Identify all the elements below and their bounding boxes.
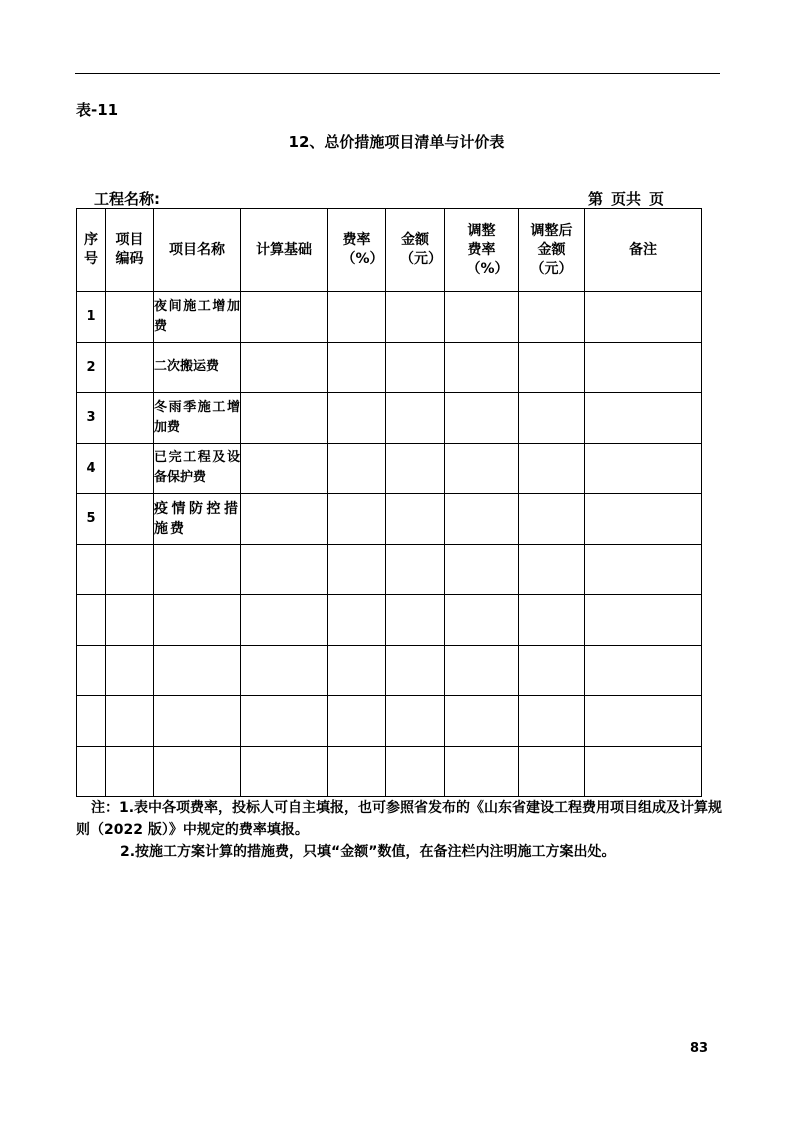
row-basis <box>241 393 328 444</box>
row-adjusted-amount <box>519 544 585 595</box>
row-basis <box>241 645 328 696</box>
document-title <box>0 131 793 152</box>
table-row <box>77 746 702 797</box>
row-seq: 2 <box>77 342 106 393</box>
column-header-adjusted-rate-text: 调整费率（%） <box>466 222 509 277</box>
row-code <box>106 645 154 696</box>
row-amount <box>386 595 445 646</box>
row-basis <box>241 696 328 747</box>
table-id: 表-11 <box>76 101 119 119</box>
row-adjusted-rate <box>445 393 519 444</box>
measures-table <box>76 208 702 797</box>
row-amount <box>386 645 445 696</box>
row-seq: 3 <box>77 393 106 444</box>
row-basis <box>241 746 328 797</box>
page-info <box>588 188 664 209</box>
table-row <box>77 696 702 747</box>
row-name: 夜间施工增加费 <box>154 292 241 343</box>
row-adjusted-amount <box>519 696 585 747</box>
row-code <box>106 393 154 444</box>
row-basis <box>241 443 328 494</box>
row-amount <box>386 544 445 595</box>
row-rate <box>328 494 386 545</box>
row-amount <box>386 696 445 747</box>
row-seq <box>77 544 106 595</box>
row-rate <box>328 292 386 343</box>
row-seq: 1 <box>77 292 106 343</box>
table-row <box>77 544 702 595</box>
page-info-part: 第 <box>588 190 604 208</box>
row-code <box>106 746 154 797</box>
table-notes <box>76 797 726 863</box>
row-code <box>106 292 154 343</box>
column-header-rate <box>328 209 386 292</box>
row-adjusted-rate <box>445 645 519 696</box>
column-header-remark-text: 备注 <box>629 241 657 258</box>
row-adjusted-amount <box>519 494 585 545</box>
row-basis <box>241 595 328 646</box>
row-rate <box>328 696 386 747</box>
column-header-amount <box>386 209 445 292</box>
row-adjusted-rate <box>445 544 519 595</box>
page-info-part: 页共 <box>611 190 642 208</box>
row-adjusted-rate <box>445 292 519 343</box>
table-row <box>77 645 702 696</box>
row-name: 二次搬运费 <box>154 342 241 393</box>
row-amount <box>386 746 445 797</box>
row-rate <box>328 544 386 595</box>
row-code <box>106 595 154 646</box>
row-name <box>154 645 241 696</box>
row-amount <box>386 292 445 343</box>
row-code <box>106 544 154 595</box>
row-adjusted-amount <box>519 393 585 444</box>
row-rate <box>328 746 386 797</box>
row-name <box>154 544 241 595</box>
row-name <box>154 696 241 747</box>
row-remark <box>585 342 702 393</box>
table-row <box>77 595 702 646</box>
row-remark <box>585 595 702 646</box>
row-seq: 4 <box>77 443 106 494</box>
row-remark <box>585 696 702 747</box>
row-name <box>154 746 241 797</box>
row-adjusted-amount <box>519 292 585 343</box>
row-rate <box>328 342 386 393</box>
top-rule <box>75 73 720 74</box>
row-adjusted-amount <box>519 746 585 797</box>
table-row <box>77 342 702 393</box>
row-remark <box>585 746 702 797</box>
row-adjusted-rate <box>445 342 519 393</box>
column-header-basis <box>241 209 328 292</box>
column-header-basis-text: 计算基础 <box>256 241 312 258</box>
table-row <box>77 494 702 545</box>
column-header-seq <box>77 209 106 292</box>
row-basis <box>241 292 328 343</box>
row-adjusted-rate <box>445 443 519 494</box>
column-header-amount-text: 金额（元） <box>400 232 442 267</box>
row-name <box>154 595 241 646</box>
row-remark <box>585 544 702 595</box>
row-seq <box>77 696 106 747</box>
table-header-row <box>77 209 702 292</box>
row-adjusted-amount <box>519 443 585 494</box>
project-name-label: 工程名称: <box>94 190 160 208</box>
column-header-remark <box>585 209 702 292</box>
row-amount <box>386 393 445 444</box>
row-amount <box>386 443 445 494</box>
row-name: 疫情防控措施费 <box>154 494 241 545</box>
column-header-adjusted-amount-text: 调整后金额（元） <box>530 222 573 277</box>
table-row <box>77 292 702 343</box>
row-rate <box>328 645 386 696</box>
table-row <box>77 443 702 494</box>
column-header-code <box>106 209 154 292</box>
row-code <box>106 494 154 545</box>
row-seq: 5 <box>77 494 106 545</box>
row-remark <box>585 645 702 696</box>
row-adjusted-rate <box>445 696 519 747</box>
page-number: 83 <box>690 1041 709 1056</box>
row-basis <box>241 494 328 545</box>
note-2: 2.按施工方案计算的措施费，只填“金额”数值，在备注栏内注明施工方案出处。 <box>120 844 616 860</box>
row-name: 冬雨季施工增加费 <box>154 393 241 444</box>
note-1: 注：1.表中各项费率，投标人可自主填报，也可参照省发布的《山东省建设工程费用项目组成及计算规则（2022 版）》中规定的费率填报。 <box>76 800 723 838</box>
column-header-name <box>154 209 241 292</box>
row-code <box>106 342 154 393</box>
row-remark <box>585 443 702 494</box>
row-rate <box>328 595 386 646</box>
row-name: 已完工程及设备保护费 <box>154 443 241 494</box>
row-adjusted-rate <box>445 595 519 646</box>
row-basis <box>241 544 328 595</box>
row-seq <box>77 645 106 696</box>
column-header-code-text: 项目编码 <box>115 232 144 267</box>
column-header-adjusted-amount <box>519 209 585 292</box>
document-title-text: 12、总价措施项目清单与计价表 <box>288 133 505 151</box>
row-code <box>106 696 154 747</box>
table-row <box>77 393 702 444</box>
row-seq <box>77 746 106 797</box>
column-header-rate-text: 费率（%） <box>341 232 384 267</box>
row-basis <box>241 342 328 393</box>
column-header-adjusted-rate <box>445 209 519 292</box>
row-remark <box>585 393 702 444</box>
row-remark <box>585 292 702 343</box>
row-rate <box>328 443 386 494</box>
column-header-name-text: 项目名称 <box>169 241 225 258</box>
row-amount <box>386 494 445 545</box>
page-info-part: 页 <box>649 190 665 208</box>
row-remark <box>585 494 702 545</box>
row-adjusted-amount <box>519 595 585 646</box>
row-adjusted-rate <box>445 494 519 545</box>
row-amount <box>386 342 445 393</box>
row-rate <box>328 393 386 444</box>
column-header-seq-text: 序号 <box>84 232 98 267</box>
row-adjusted-amount <box>519 645 585 696</box>
row-adjusted-amount <box>519 342 585 393</box>
row-adjusted-rate <box>445 746 519 797</box>
row-code <box>106 443 154 494</box>
row-seq <box>77 595 106 646</box>
